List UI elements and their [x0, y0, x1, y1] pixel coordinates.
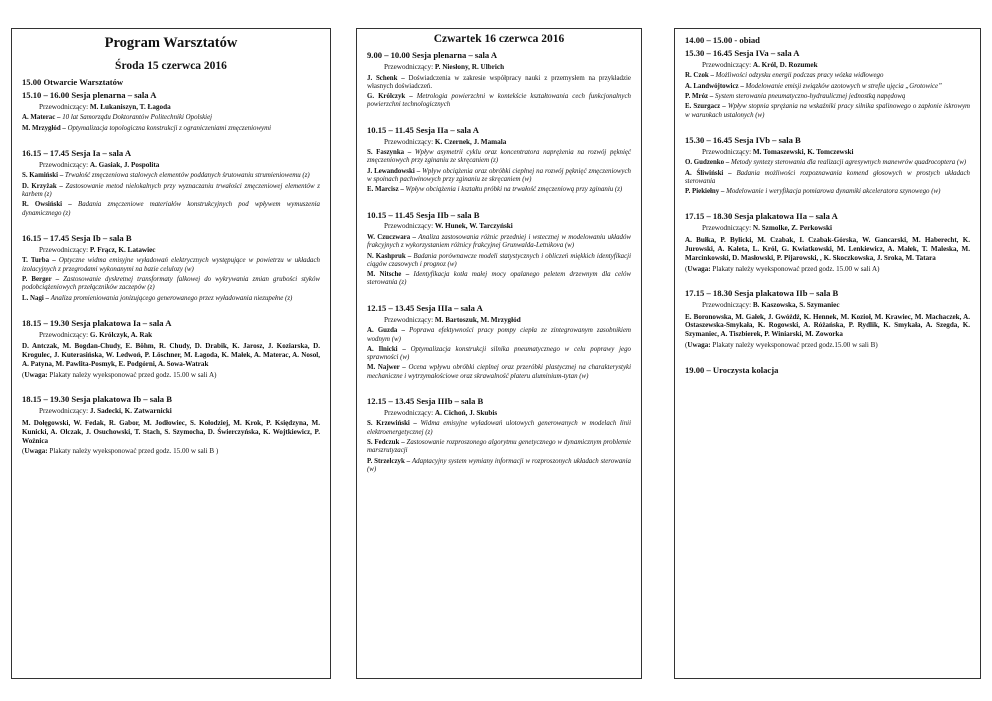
talk-entry: D. Krzyżak – Zastosowanie metod nielokalnych przy wyznaczaniu trwałości zmęczeniowej elementów z karbem (z)	[22, 182, 320, 199]
session-chair: Przewodniczący: M. Łukaniszyn, T. Łagoda	[39, 102, 171, 111]
session-chair: Przewodniczący: A. Król, D. Rozumek	[702, 60, 818, 69]
session-heading: 10.15 – 11.45 Sesja IIb – sala B	[367, 209, 480, 220]
talk-entry: P. Mróz – System sterowania pneumatyczno-hydraulicznej jednostką napędową	[685, 92, 906, 100]
day-heading-thursday: Czwartek 16 czerwca 2016	[433, 33, 565, 45]
talk-entry: M. Najwer – Ocena wpływu obróbki cieplnej oraz przeróbki plastycznej na charakterystyki mechaniczne i wytrzymałościowe oraz skrawalność plateru aluminium-tytan (w)	[367, 364, 631, 380]
poster-note: (Uwaga: Plakaty należy wyeksponować przed godz. 15.00 w sali A)	[22, 370, 217, 379]
dinner-line: 19.00 – Uroczysta kolacja	[685, 364, 779, 375]
talk-entry: A. Guzda – Poprawa efektywności pracy pompy ciepła ze zintegrowanym zasobnikiem wodnym (w)	[367, 327, 631, 343]
talk-entry: J. Schenk – Doświadczenia w zakresie współpracy nauki z przemysłem na przykładzie własnych doświadczeń.	[367, 74, 631, 90]
session-heading: 15.30 – 16.45 Sesja IVb – sala B	[685, 134, 801, 145]
session-heading: 17.15 – 18.30 Sesja plakatowa IIa – sala A	[685, 211, 838, 222]
talk-entry: J. Lewandowski – Wpływ obciążenia oraz obróbki cieplnej na rozwój pęknięć zmęczeniowych w spoinach pachwinowych przy zginaniu ze skręcaniem (w)	[367, 167, 631, 183]
program-panel-wednesday	[11, 28, 331, 679]
talk-entry: A. Materac – 10 lat Samorządu Doktorantów Politechniki Opolskiej	[22, 114, 213, 122]
program-panel-thursday-afternoon	[674, 28, 981, 679]
opening-line: 15.00 Otwarcie Warsztatów	[22, 77, 124, 87]
session-heading: 12.15 – 13.45 Sesja IIIa – sala A	[367, 302, 483, 313]
session-chair: Przewodniczący: B. Kaszowska, S. Szymaniec	[702, 300, 840, 309]
session-chair: Przewodniczący: M. Tomaszewski, K. Tomczewski	[702, 147, 854, 156]
session-chair: Przewodniczący: A. Gasiak, J. Pospolita	[39, 160, 160, 169]
talk-entry: S. Kamiński – Trwałość zmęczeniowa stalowych elementów poddanych śrutowaniu strumieniowemu (z)	[22, 172, 310, 180]
talk-entry: P. Strzelczyk – Adaptacyjny system wymiany informacji w rozproszonych układach sterowania (w)	[367, 457, 631, 473]
poster-note: (Uwaga: Plakaty należy wyeksponować przed godz.15.00 w sali B)	[685, 341, 878, 350]
poster-authors: D. Antczak, M. Bogdan-Chudy, E. Böhm, R. Chudy, D. Drabik, K. Jarosz, J. Koziarska, D. Krogulec, J. Kuterasińska, W. Ledwoń, P. Löschner, M. Łagoda, K. Małek, A. Materac, A. Nosol, A. Patyna, M. Pawlita-Posmyk, E. Podgórni, A. Sowa-Watrak	[22, 342, 320, 369]
talk-entry: W. Czuczwara – Analiza zastosowania różnic przedniej i wstecznej w modelowaniu układów frakcyjnych z wykorzystaniem różnicy frakcyjnej Grunwalda-Letnikova (w)	[367, 234, 632, 250]
talk-entry: R. Owsiński – Badania zmęczeniowe materiałów konstrukcyjnych pod wpływem wymuszenia dynamicznego (z)	[22, 201, 320, 217]
talk-entry: G. Królczyk – Metrologia powierzchni w kontekście kształtowania cech funkcjonalnych powierzchni technologicznych	[367, 93, 631, 109]
session-heading: 9.00 – 10.00 Sesja plenarna – sala A	[367, 50, 498, 60]
talk-entry: E. Marcisz – Wpływ obciążenia i kształtu próbki na trwałość zmęczeniową przy zginaniu (z)	[367, 186, 623, 194]
talk-entry: S. Fedczuk – Zastosowanie rozproszonego algorytmu genetycznego w dynamicznym problemie marszrutyzacji	[367, 439, 631, 455]
session-heading: 10.15 – 11.45 Sesja IIa – sala A	[367, 124, 479, 135]
poster-authors: E. Boronowska, M. Gałek, J. Gwóźdź, K. Hennek, M. Kozioł, M. Krawiec, M. Machaczek, A. Ostaszewska-Smykała, K. Rogowski, A. Różańska, P. Rydlik, K. Smykała, A. Szegda, K. Szymaniec, A. Tiszbierek, P. Winiarski, M. Zoworka	[685, 312, 970, 339]
poster-note: (Uwaga: Plakaty należy wyeksponować przed godz. 15.00 w sali A)	[685, 264, 880, 273]
program-title: Program Warsztatów	[104, 35, 238, 51]
poster-authors: M. Dołęgowski, W. Fedak, R. Gabor, M. Jodłowiec, S. Kołodziej, M. Krok, P. Księdzyna, M. Kunicki, A. Olczak, J. Osuchowski, T. Stach, S. Szymocha, D. Świerczyńska, K. Wojtkiewicz, P. Woźnica	[22, 418, 320, 445]
talk-entry: P. Piekiełny – Modelowanie i weryfikacja pomiarowa dynamiki akceleratora szynowego (w)	[685, 188, 941, 196]
session-heading: 17.15 – 18.30 Sesja plakatowa IIb – sala B	[685, 288, 839, 299]
talk-entry: R. Czok – Możliwości odzysku energii podczas pracy wózka widłowego	[685, 72, 884, 80]
talk-entry: M. Nitsche – Identyfikacja kotła małej mocy opalanego peletem drzewnym dla celów sterowania (z)	[367, 271, 631, 287]
talk-entry: S. Krzewiński – Widma emisyjne wyładowań ulotowych generowanych w modelach linii elektroenergetycznej (z)	[367, 420, 631, 436]
talk-entry: P. Berger – Zastosowanie dyskretnej transformaty falkowej do wykrywania zmian grubości styków podobciążeniowych przełączników zaczepów (z)	[22, 275, 320, 292]
talk-entry: A. Landwójtowicz – Modelowanie emisji związków azotowych w strefie ujęcia „Grotowice”	[685, 82, 942, 90]
session-heading: 18.15 – 19.30 Sesja plakatowa Ia – sala A	[22, 317, 172, 328]
talk-entry: S. Faszynka – Wpływ asymetrii cyklu oraz koncentratora naprężenia na rozwój pęknięć zmęczeniowych przy zginaniu ze skręcaniem (z)	[367, 149, 631, 165]
talk-entry: L. Nagi – Analiza promieniowania jonizującego generowanego przez wyładowania niezupełne (z)	[22, 294, 293, 302]
talk-entry: N. Kashpruk – Badania porównawcze modeli statystycznych i obliczeń miękkich identyfikacji ciągów czasowych i prognoz (w)	[367, 252, 631, 268]
session-chair: Przewodniczący: G. Królczyk, A. Rak	[39, 330, 153, 339]
session-heading: 16.15 – 17.45 Sesja Ia – sala A	[22, 147, 132, 158]
session-heading: 15.10 – 16.00 Sesja plenarna – sala A	[22, 89, 157, 100]
session-heading: 18.15 – 19.30 Sesja plakatowa Ib – sala B	[22, 394, 172, 405]
talk-entry: M. Mrzygłód – Optymalizacja topologiczna konstrukcji z ograniczeniami zmęczeniowymi	[22, 124, 272, 132]
poster-authors: A. Bułka, P. Bylicki, M. Czabak, I. Czabak-Górska, W. Gancarski, M. Haberecht, K. Jurowski, A. Kaleta, L. Król, G. Kwiatkowski, M. Lenkiewicz, A. Małek, T. Maleska, M. Marcinkowski, D. Masłowski, P. Pijarowski, , K. Skoczkowska, J. Sroka, M. Tatara	[685, 235, 970, 262]
poster-note: (Uwaga: Plakaty należy wyeksponować przed godz. 15.00 w sali B )	[22, 447, 219, 456]
session-chair: Przewodniczący: P. Niesłony, R. Ulbrich	[384, 62, 505, 71]
session-heading: 12.15 – 13.45 Sesja IIIb – sala B	[367, 395, 484, 406]
talk-entry: E. Szurgacz – Wpływ stopnia sprężania na wskaźniki pracy silnika spalinowego o zapłonie iskrowym w warunkach ustalonych (w)	[685, 103, 971, 119]
session-chair: Przewodniczący: M. Bartoszuk, M. Mrzygłód	[384, 315, 521, 324]
talk-entry: A. Śliwiński – Badania możliwości rozpoznawania komend głosowych w prostych układach sterowania	[685, 169, 970, 185]
talk-entry: T. Turba – Optyczne widma emisyjne wyładowań elektrycznych występujące w powietrzu w układach izolacyjnych z przegrodami wykonanymi na bazie celulozy (w)	[22, 257, 320, 273]
session-chair: Przewodniczący: A. Cichoń, J. Skubis	[384, 408, 498, 417]
program-panel-thursday	[356, 28, 642, 679]
day-heading-wednesday: Środa 15 czerwca 2016	[115, 60, 227, 72]
session-chair: Przewodniczący: K. Czernek, J. Mamala	[384, 137, 507, 146]
session-chair: Przewodniczący: P. Frącz, K. Latawiec	[39, 245, 156, 254]
session-heading: 15.30 – 16.45 Sesja IVa – sala A	[685, 47, 800, 58]
talk-entry: O. Gudzenko – Metody syntezy sterowania dla realizacji agresywnych manewrów quadrocoptera (w)	[685, 159, 967, 167]
lunch-line: 14.00 – 15.00 - obiad	[685, 35, 760, 45]
session-heading: 16.15 – 17.45 Sesja Ib – sala B	[22, 232, 132, 243]
session-chair: Przewodniczący: N. Szmolke, Z. Perkowski	[702, 224, 832, 233]
talk-entry: A. Ilnicki – Optymalizacja konstrukcji silnika pneumatycznego w celu poprawy jego sprawności (w)	[367, 345, 631, 362]
session-chair: Przewodniczący: J. Sadecki, K. Zatwarnicki	[39, 407, 172, 416]
session-chair: Przewodniczący: W. Hunek, W. Tarczyński	[384, 222, 513, 231]
